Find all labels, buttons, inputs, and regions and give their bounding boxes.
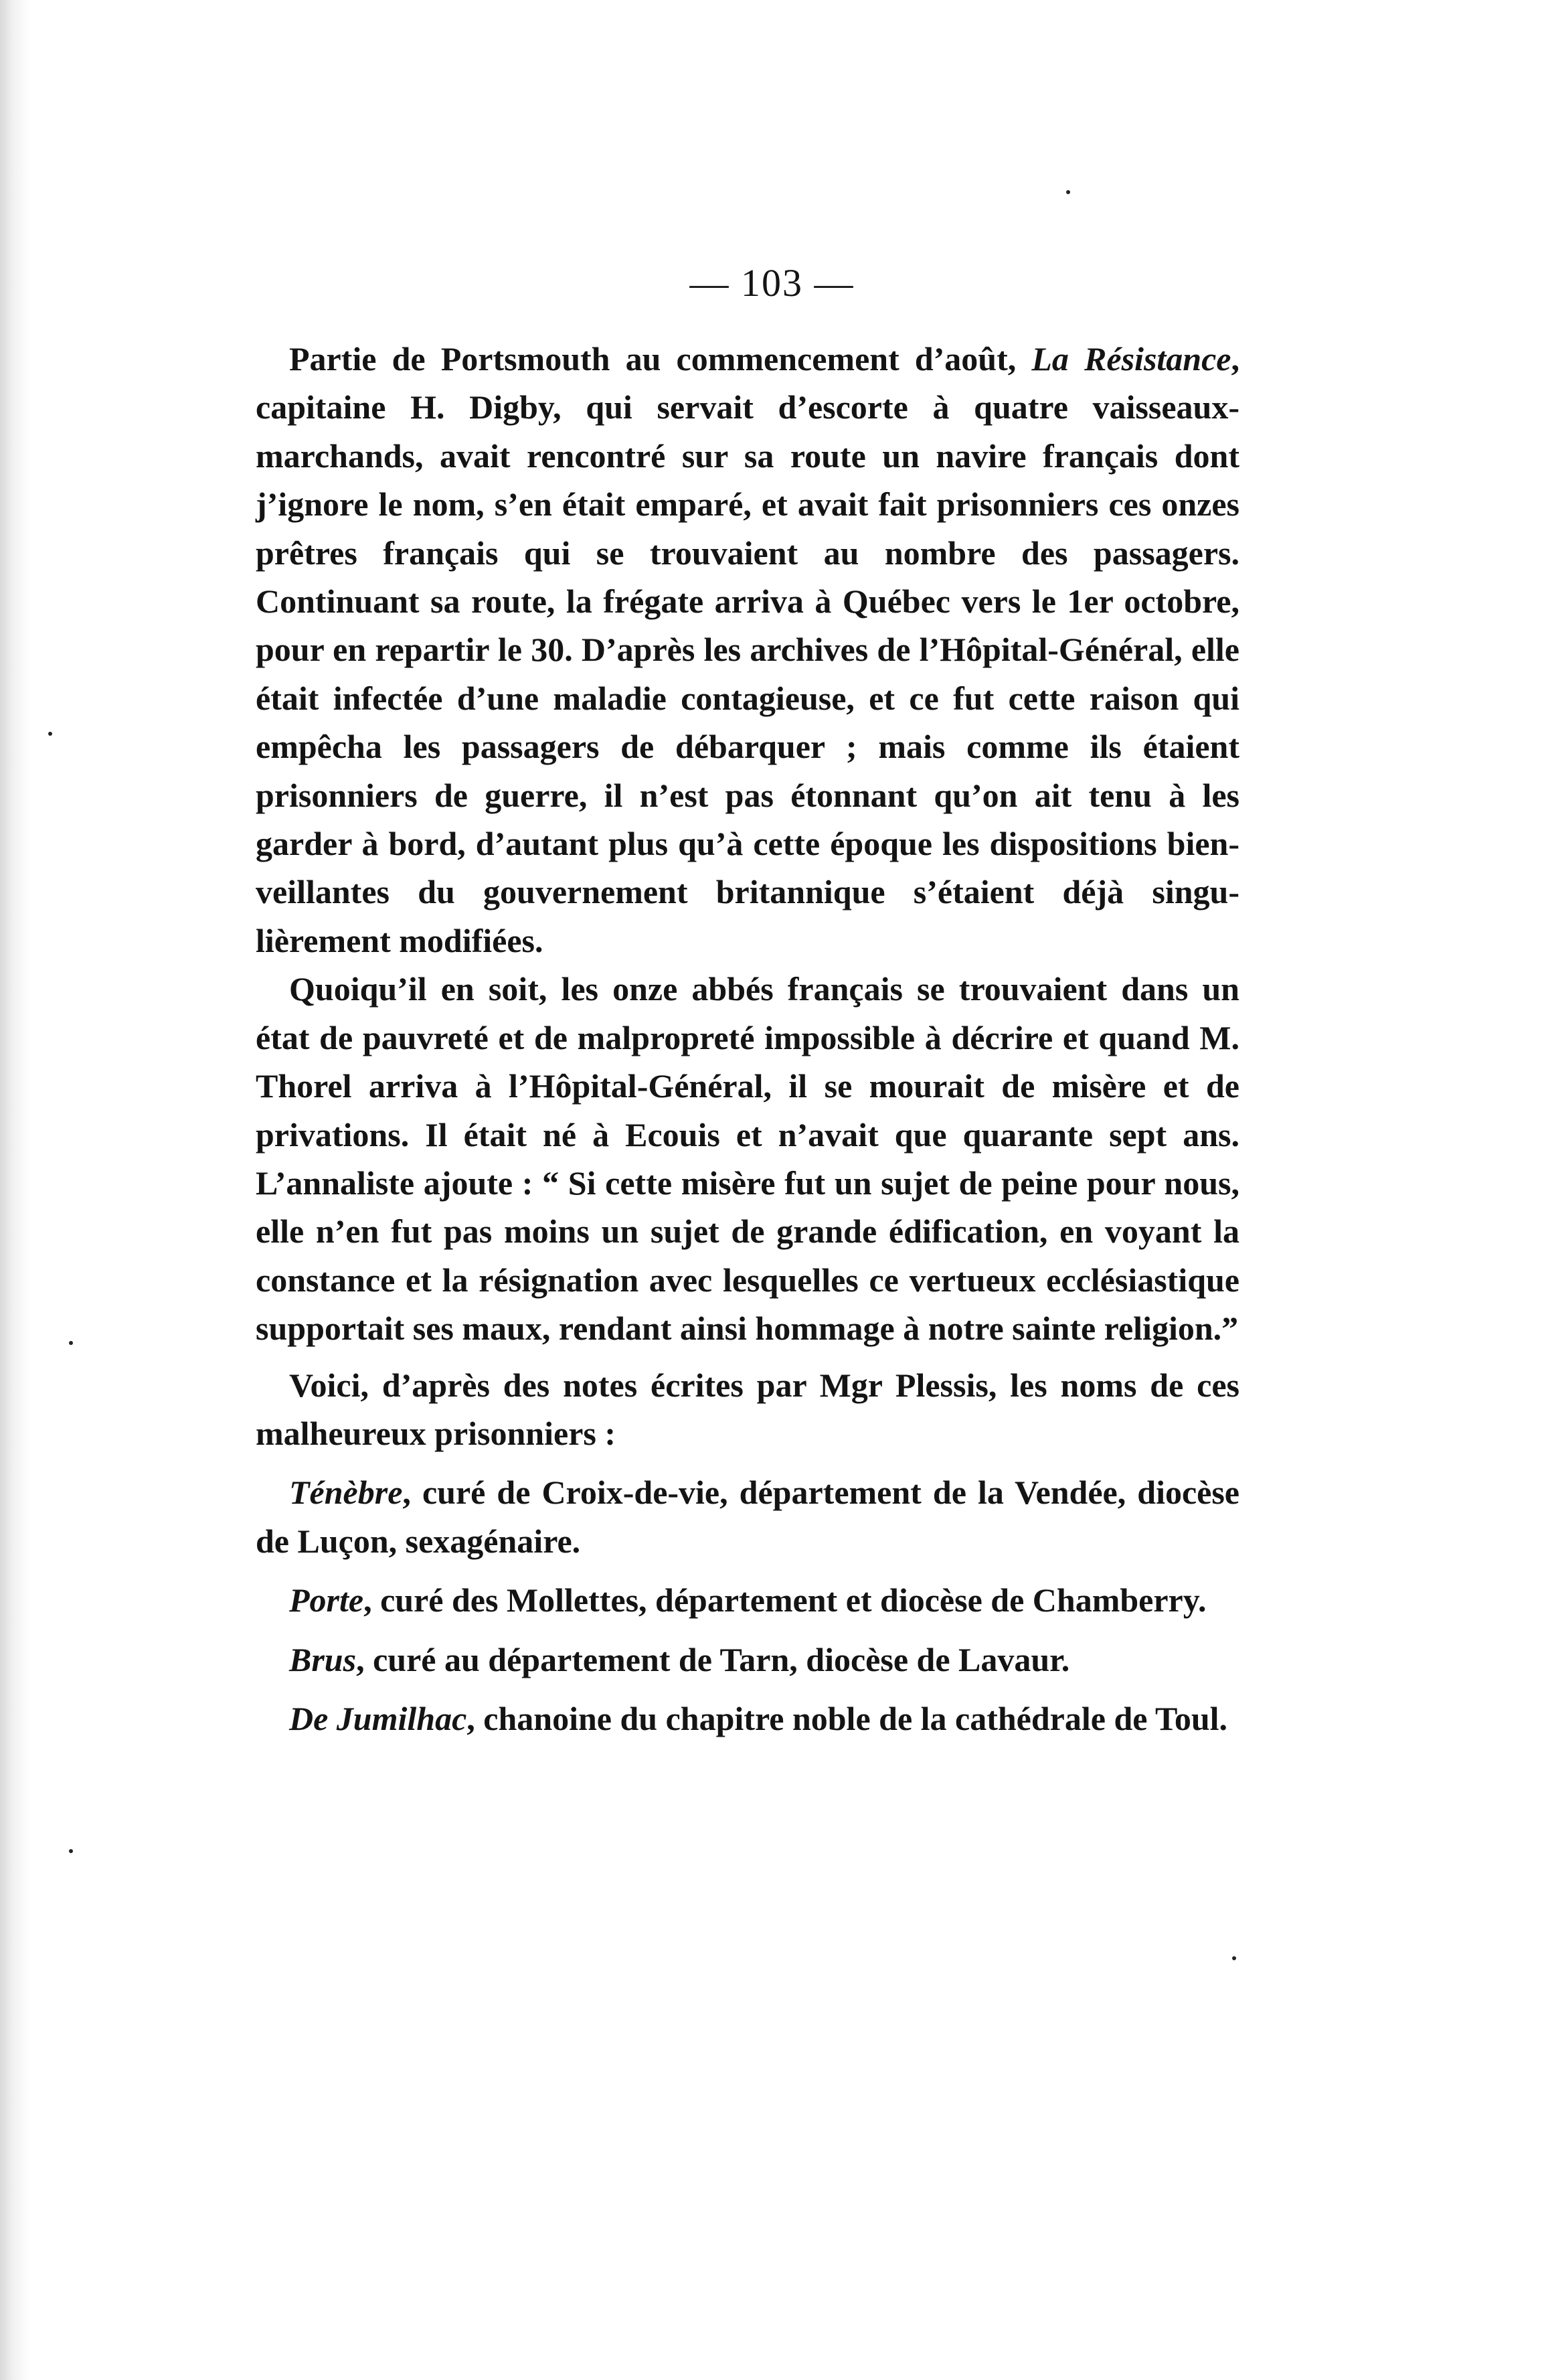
text-run: , capitaine H. Digby, qui servait d’escorte à quatre vaisseaux-marchands, avait rencontré sur sa route un navire français dont j’ignore le nom, s’en était emparé, et avait fait prisonniers ces onzes prêtres français qui se trouvaient au nombre des passagers. Continuant sa route, la frégate arriva à Québec vers le 1er octobre, pour en repartir le 30. D’après les archives de l’Hôpital-Général, elle était infectée d’une maladie contagieuse, et ce fut cette raison qui empêcha les passagers de débarquer ; mais comme ils étaient prisonniers de guerre, il n’est pas étonnant qu’on ait tenu à les garder à bord, d’autant plus qu’à cette époque les dispositions bienveillantes du gouvernement britannique s’étaient déjà singulièrement modifiées. [256,340,1239,959]
page-number: — 103 — [689,261,855,305]
body-text [256,335,1239,1743]
paragraph [256,1361,1239,1458]
text-run: Voici, d’après des notes écrites par Mgr Plessis, les noms de ces malheureux prisonniers : [256,1366,1239,1452]
prisoner-name: Ténèbre [289,1474,403,1512]
prisoner-details: , curé des Mollettes, département et diocèse de Chamberry. [363,1581,1207,1619]
scan-edge [0,0,31,2380]
prisoner-name: De Jumilhac [289,1699,467,1737]
prisoner-details: , curé au département de Tarn, diocèse de Lavaur. [356,1640,1070,1678]
paragraph [256,335,1239,965]
scan-speck [69,1341,73,1345]
text-run: Quoiqu’il en soit, les onze abbés français se trouvaient dans un état de pauvreté et de malpropreté impossible à décrire et quand M. Thorel arriva à l’Hôpital-Général, il se mourait de misère et de privations. Il était né à Ecouis et n’avait que quarante sept ans. L’annaliste ajoute : “ Si cette misère fut un sujet de peine pour nous, elle n’en fut pas moins un sujet de grande édification, en voyant la constance et la résignation avec lesquelles ce vertueux ecclésiastique supportait ses maux, rendant ainsi hommage à notre sainte religion.” [256,970,1239,1348]
scan-speck [48,732,52,736]
paragraph [256,965,1239,1352]
prisoner-name: Brus [289,1640,357,1678]
prisoner-details: , curé de Croix-de-vie, département de la Vendée, diocèse de Luçon, sexagénaire. [256,1474,1239,1560]
prisoner-entry [256,1468,1239,1565]
ship-name: La Résistance [1031,340,1231,378]
prisoner-entry [256,1636,1239,1684]
prisoner-entry [256,1576,1239,1624]
prisoner-name: Porte [289,1581,364,1619]
scan-speck [69,1849,73,1853]
prisoner-entry [256,1694,1239,1743]
text-run: Partie de Portsmouth au commencement d’août, [289,340,1032,378]
prisoner-details: , chanoine du chapitre noble de la cathédrale de Toul. [466,1699,1228,1737]
scan-speck [1232,1956,1236,1960]
scan-speck [1066,190,1070,194]
